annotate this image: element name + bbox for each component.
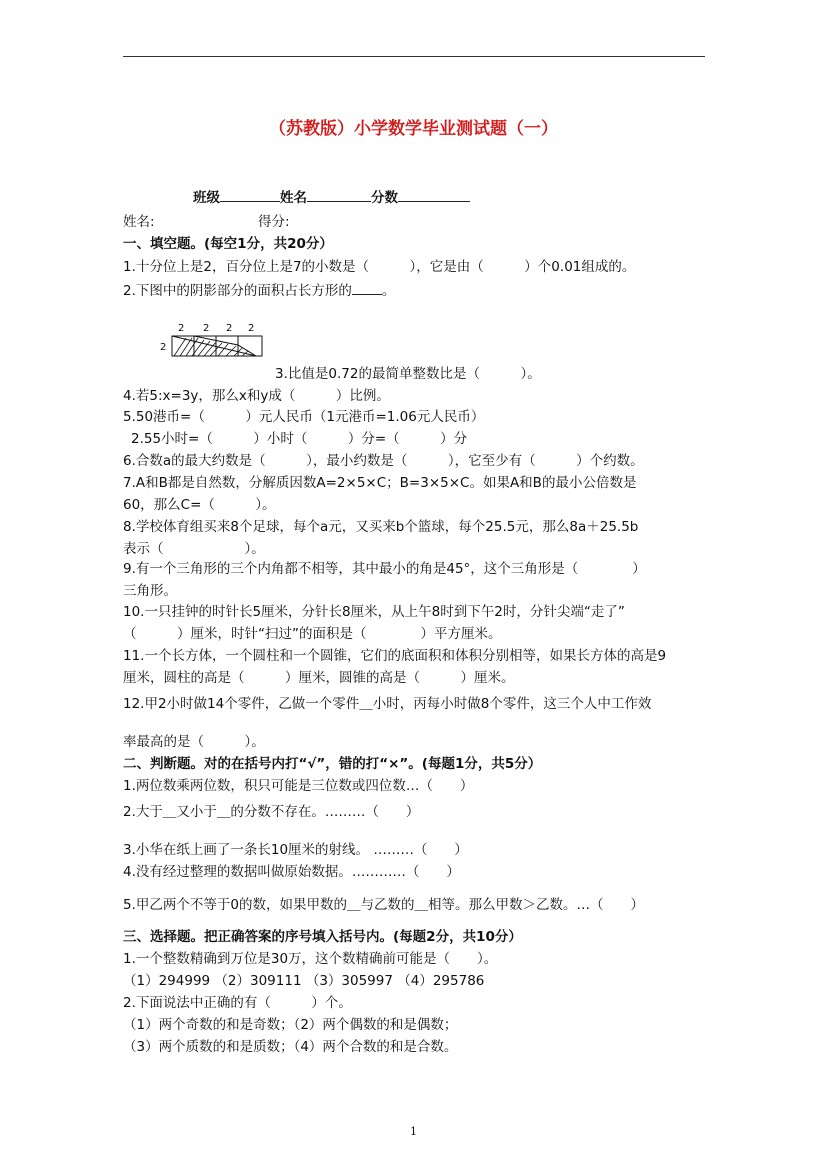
s2-q5: 5.甲乙两个不等于0的数，如果甲数的＿与乙数的＿相等。那么甲数＞乙数。…（ ） [123, 897, 644, 913]
page-title: （苏教版）小学数学毕业测试题（一） [269, 119, 558, 139]
fig-diagonal [172, 336, 256, 356]
s1-q11b: 厘米，圆柱的高是（ ）厘米，圆锥的高是（ ）厘米。 [123, 670, 515, 686]
header-rule [123, 56, 705, 57]
s1-q1: 1.十分位上是2，百分位上是7的小数是（ ），它是由（ ）个0.01组成的。 [123, 259, 636, 275]
s1-q2-end: 。 [381, 283, 396, 299]
shaded-rectangle-figure [158, 320, 268, 362]
s2-q4: 4.没有经过整理的数据叫做原始数据。…………（ ） [123, 864, 460, 880]
s1-q9b: 三角形。 [123, 583, 177, 599]
s1-q7b: 60，那么C=（ ）。 [123, 497, 276, 513]
s3-q1-options: （1）294999 （2）309111 （3）305997 （4）295786 [123, 973, 485, 989]
section2-heading: 二、判断题。对的在括号内打“√”，错的打“×”。(每题1分，共5分） [123, 756, 542, 772]
s1-q6: 6.合数a的最大约数是（ ），最小约数是（ ），它至少有（ ）个约数。 [123, 453, 644, 469]
s2-q2: 2.大于＿又小于＿的分数不存在。………（ ） [123, 804, 420, 820]
fig-top-label: 2 [203, 323, 210, 334]
page-number: 1 [410, 1125, 417, 1138]
s2-q1: 1.两位数乘两位数，积只可能是三位数或四位数…（ ） [123, 778, 474, 794]
s1-q3: 3.比值是0.72的最简单整数比是（ ）。 [275, 366, 541, 382]
fig-side-label: 2 [160, 342, 167, 353]
s1-q8a: 8.学校体育组买来8个足球，每个a元，又买来b个篮球，每个25.5元，那么8a＋25.5b [123, 519, 639, 535]
fig-hatching [174, 338, 248, 356]
class-label: 班级 [193, 190, 220, 206]
section1-heading: 一、填空题。(每空1分，共20分） [123, 236, 333, 252]
s1-q7a: 7.A和B都是自然数，分解质因数A=2×5×C；B=3×5×C。如果A和B的最小公倍数是 [123, 475, 637, 491]
s1-q10b: （ ）厘米，时针“扫过”的面积是（ ）平方厘米。 [123, 626, 502, 642]
s2-q3: 3.小华在纸上画了一条长10厘米的射线。 ………（ ） [123, 842, 468, 858]
score-label: 得分: [258, 214, 290, 230]
section3-heading: 三、选择题。把正确答案的序号填入括号内。(每题2分，共10分） [123, 929, 522, 945]
name-label-bold: 姓名 [280, 190, 307, 206]
s1-q12a: 12.甲2小时做14个零件，乙做一个零件＿小时，丙每小时做8个零件，这三个人中工作效 [123, 696, 652, 712]
s1-q4: 4.若5:x=3y，那么x和y成（ ）比例。 [123, 388, 390, 404]
s1-q2-blank [352, 282, 382, 295]
name-label: 姓名: [123, 214, 155, 230]
s3-q2-options-2: （3）两个质数的和是质数；（4）两个合数的和是合数。 [123, 1039, 458, 1055]
s1-q12b: 率最高的是（ ）。 [123, 734, 265, 750]
s1-q2 [123, 279, 395, 299]
s1-q10a: 10.一只挂钟的时针长5厘米，分针长8厘米，从上午8时到下午2时，分针尖端“走了” [123, 604, 625, 620]
s3-q2-options-1: （1）两个奇数的和是奇数；（2）两个偶数的和是偶数； [123, 1017, 458, 1033]
fig-top-label: 2 [248, 323, 255, 334]
fig-top-label: 2 [178, 323, 185, 334]
info-line [193, 186, 470, 206]
fig-top-label: 2 [226, 323, 233, 334]
s1-q5b: 2.55小时=（ ）小时（ ）分=（ ）分 [131, 431, 468, 447]
name-blank [307, 189, 371, 202]
score-blank [398, 189, 470, 202]
s3-q2: 2.下面说法中正确的有（ ）个。 [123, 995, 352, 1011]
s1-q5: 5.50港币=（ ）元人民币（1元港币=1.06元人民币） [123, 409, 485, 425]
s1-q2-text: 2.下图中的阴影部分的面积占长方形的 [123, 283, 352, 299]
s1-q9a: 9.有一个三角形的三个内角都不相等，其中最小的角是45°，这个三角形是（ ） [123, 561, 646, 577]
s1-q8b: 表示（ ）。 [123, 541, 265, 557]
class-blank [220, 189, 280, 202]
s3-q1: 1.一个整数精确到万位是30万，这个数精确前可能是（ ）。 [123, 951, 498, 967]
score-label-bold: 分数 [371, 190, 398, 206]
s1-q11a: 11.一个长方体，一个圆柱和一个圆锥，它们的底面积和体积分别相等，如果长方体的高是9 [123, 648, 667, 664]
